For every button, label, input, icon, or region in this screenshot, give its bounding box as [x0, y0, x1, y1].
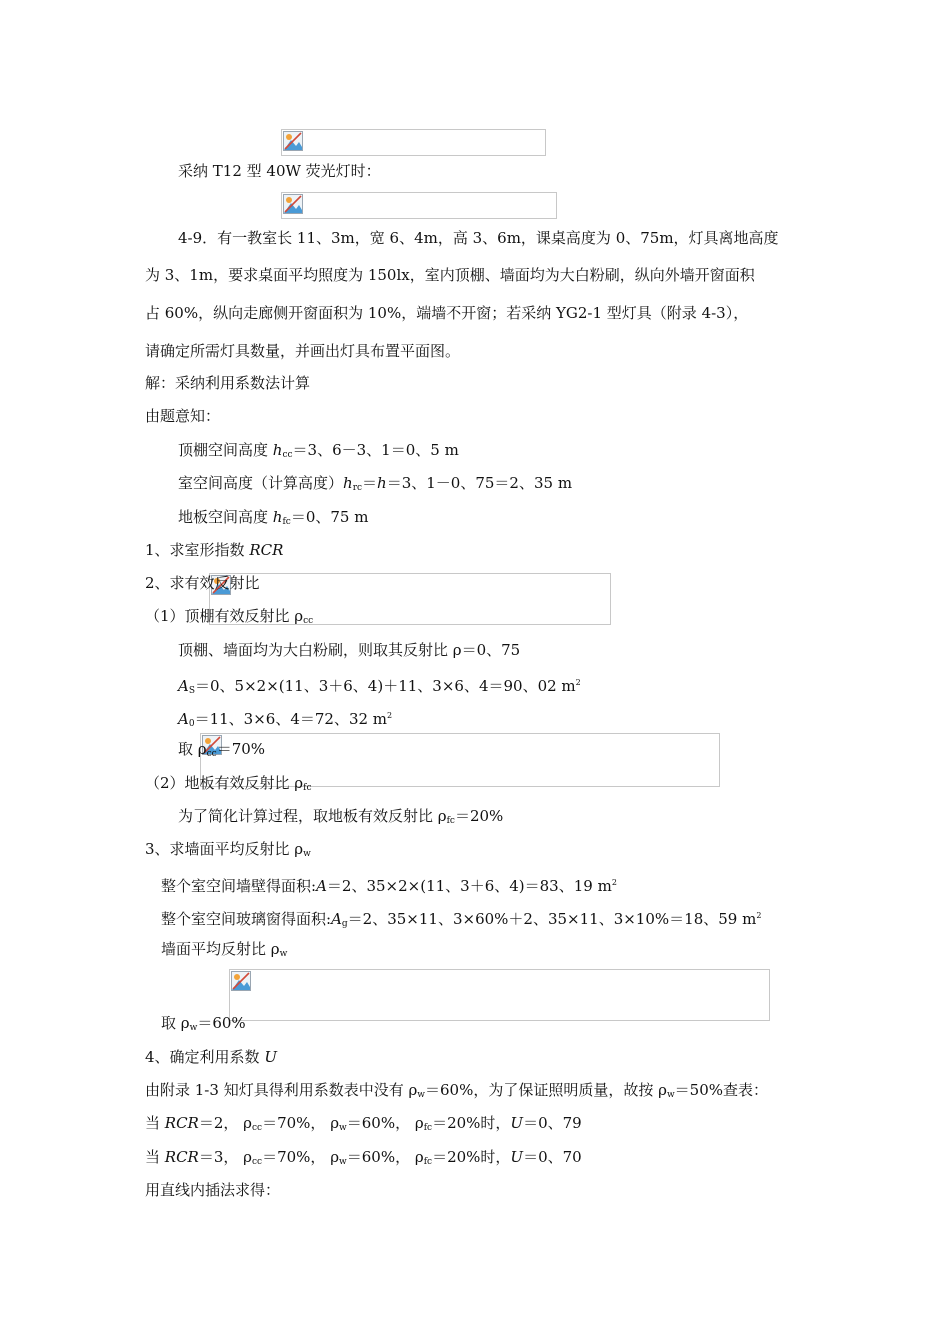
- problem-line: 占 60%，纵向走廊侧开窗面积为 10%，端墙不开窗；若采纳 YG2-1 型灯具（附录 4-3），: [145, 304, 749, 322]
- step-2-2-heading: （2）地板有效反射比 $\rho_{fc}$: [145, 774, 312, 793]
- step-4-heading: 4、确定利用系数 U: [145, 1048, 277, 1066]
- image-placeholder-5: [229, 969, 770, 1021]
- problem-line: 请确定所需灯具数量，并画出灯具布置平面图。: [145, 342, 461, 360]
- problem-line: 4-9．有一教室长 11、3m，宽 6、4m，高 3、6m，课桌高度为 0、75m，灯具离地高度: [178, 229, 779, 247]
- area-0-line: $A_0=11$、3×6、4＝72、32 $m^2$: [178, 710, 393, 729]
- table-lookup-line: 由附录 1-3 知灯具得利用系数表中没有 $\rho_w=60\%$，为了保证照明质量，故按 $\rho_w=50\%$查表：: [145, 1081, 768, 1100]
- broken-image-icon: [283, 194, 303, 214]
- broken-image-icon: [283, 131, 303, 151]
- rcr-2-line: 当 RCR＝2， $\rho_{cc}=70\%$， $\rho_w=60\%$， $\rho_{fc}=20\%$时，U＝0、79: [145, 1114, 582, 1133]
- room-height-line: 室空间高度（计算高度）$h_{rc}=h=3$、1－0、75＝2、35 m: [178, 474, 573, 493]
- image-placeholder-1: [281, 129, 546, 156]
- given-heading: 由题意知：: [145, 407, 221, 425]
- take-rho-cc-line: 取 $\rho_{cc}=70\%$: [178, 740, 266, 759]
- rcr-3-line: 当 RCR＝3， $\rho_{cc}=70\%$， $\rho_w=60\%$， $\rho_{fc}=20\%$时，U＝0、70: [145, 1148, 582, 1167]
- reflectance-line: 顶棚、墙面均为大白粉刷，则取其反射比 ρ＝0、75: [178, 641, 521, 659]
- glass-area-line: 整个室空间玻璃窗得面积$:A_g=2$、35×11、3×60%＋2、35×11、3×10%＝18、59 $m^2$: [161, 910, 762, 929]
- area-s-line: $A_S=0$、5×2×(11、3＋6、4)＋11、3×6、4＝90、02 $m^2$: [178, 677, 581, 696]
- broken-image-icon: [231, 971, 251, 991]
- floor-reflectance-line: 为了简化计算过程，取地板有效反射比 $\rho_{fc}=20\%$: [178, 807, 504, 826]
- text-line: 采纳 T12 型 40W 荧光灯时：: [178, 162, 381, 180]
- step-2-heading: 2、求有效反射比: [145, 574, 260, 592]
- solution-heading: 解：采纳利用系数法计算: [145, 374, 311, 392]
- wall-area-line: 整个室空间墙壁得面积:A＝2、35×2×(11、3＋6、4)＝83、19 $m^2$: [161, 877, 617, 895]
- step-1-heading: 1、求室形指数 RCR: [145, 541, 284, 559]
- problem-line: 为 3、1m，要求桌面平均照度为 150lx，室内顶棚、墙面均为大白粉刷，纵向外墙开窗面积: [145, 266, 755, 284]
- step-3-heading: 3、求墙面平均反射比 $\rho_w$: [145, 840, 311, 859]
- step-2-1-heading: （1）顶棚有效反射比 $\rho_{cc}$: [145, 607, 314, 626]
- interpolation-line: 用直线内插法求得：: [145, 1181, 281, 1199]
- ceiling-height-line: 顶棚空间高度 $h_{cc}=3$、6－3、1＝0、5 m: [178, 441, 459, 460]
- take-rho-w-line: 取 $\rho_w=60\%$: [161, 1014, 246, 1033]
- floor-height-line: 地板空间高度 $h_{fc}=0$、75 m: [178, 508, 369, 527]
- image-placeholder-2: [281, 192, 557, 219]
- wall-reflectance-line: 墙面平均反射比 $\rho_w$: [161, 940, 288, 959]
